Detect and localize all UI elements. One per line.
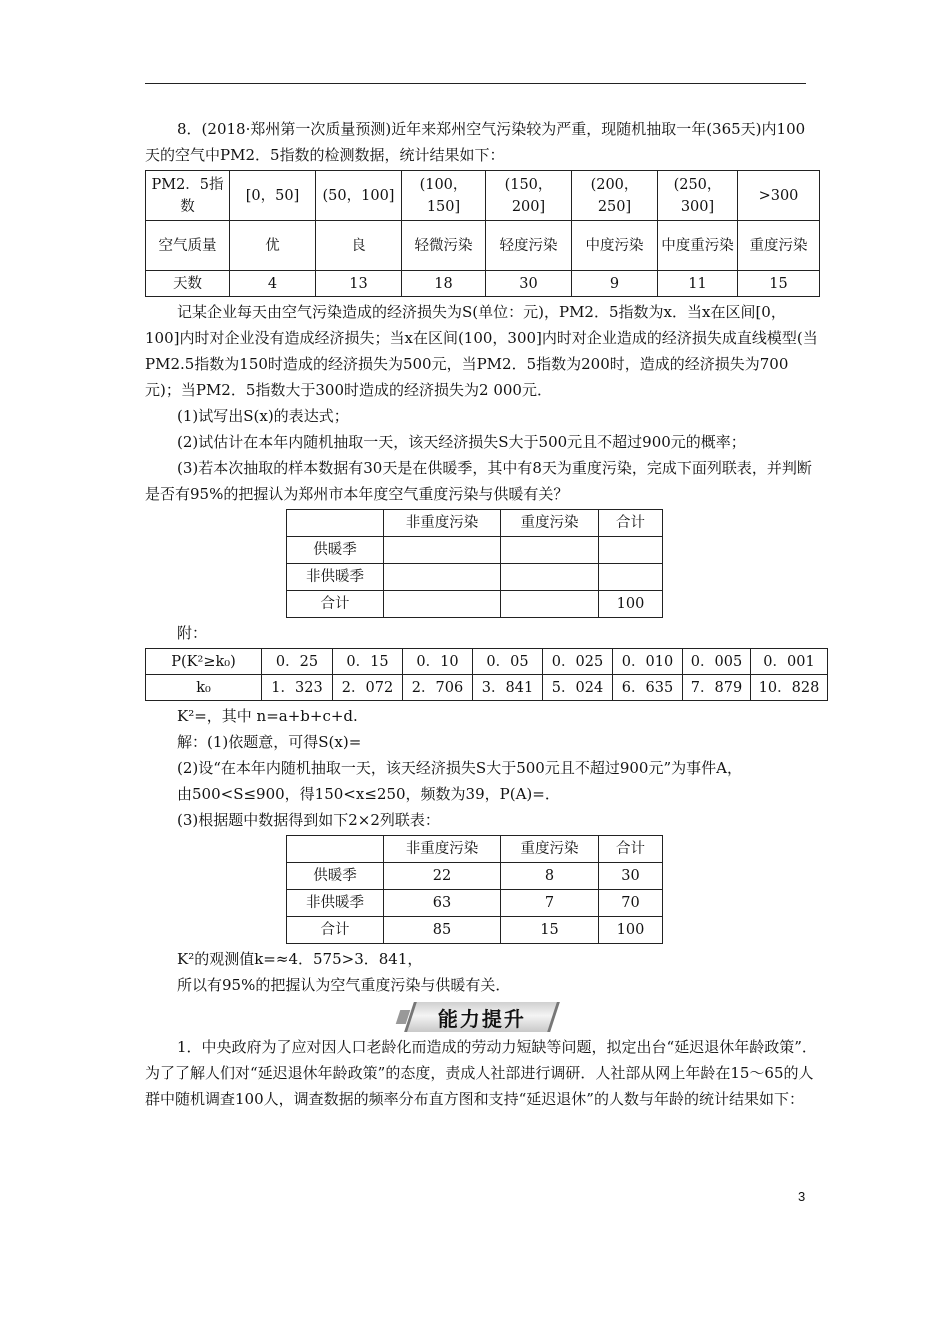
question-2: (2)试估计在本年内随机抽取一天，该天经济损失S大于500元且不超过900元的概率； <box>177 433 746 451</box>
table-cell: 轻度污染 <box>486 221 572 271</box>
table-cell: 0．15 <box>333 649 403 675</box>
k-observed-value: K²的观测值k=≈4．575>3．841， <box>177 950 423 968</box>
table-cell: 0．001 <box>751 649 828 675</box>
table-cell: 70 <box>599 890 663 917</box>
table-cell: [0，50] <box>230 171 316 221</box>
table-cell: 22 <box>384 863 501 890</box>
page-number: 3 <box>798 1189 806 1204</box>
table-cell: k₀ <box>146 675 262 701</box>
table-cell <box>384 564 501 591</box>
page-content <box>145 116 820 1112</box>
table-cell: P(K²≥k₀) <box>146 649 262 675</box>
table-cell: 1．323 <box>262 675 333 701</box>
appendix-label: 附： <box>177 624 208 642</box>
table-row <box>287 890 663 917</box>
table-cell: 重度污染 <box>501 836 599 863</box>
table-cell: 空气质量 <box>146 221 230 271</box>
header-rule <box>145 83 806 84</box>
table-cell: 轻微污染 <box>402 221 486 271</box>
table-row <box>146 675 828 701</box>
table-cell: 供暖季 <box>287 537 384 564</box>
table-row <box>146 649 828 675</box>
conclusion: 所以有95%的把握认为空气重度污染与供暖有关． <box>177 976 511 994</box>
table-cell: (250，300] <box>658 171 738 221</box>
contingency-table-blank <box>286 509 663 618</box>
banner-decoration-icon <box>396 1010 411 1024</box>
table-cell: 合计 <box>599 836 663 863</box>
table-cell: 13 <box>316 271 402 297</box>
table-cell: 0．10 <box>403 649 473 675</box>
table-cell: 15 <box>738 271 820 297</box>
table-cell: 30 <box>486 271 572 297</box>
table-cell <box>287 510 384 537</box>
table-cell: 合计 <box>287 591 384 618</box>
table-cell: 0．05 <box>473 649 543 675</box>
solution-part-1: 解：(1)依题意，可得S(x)= <box>177 733 362 751</box>
table-row <box>287 836 663 863</box>
table-cell <box>599 564 663 591</box>
table-cell: 3．841 <box>473 675 543 701</box>
table-row <box>146 271 820 297</box>
table-cell: 15 <box>501 917 599 944</box>
table-cell: PM2．5指数 <box>146 171 230 221</box>
table-row <box>287 917 663 944</box>
table-cell: 85 <box>384 917 501 944</box>
table-cell: 2．072 <box>333 675 403 701</box>
section-banner <box>145 1000 819 1034</box>
solution-part-2-a: (2)设“在本年内随机抽取一天，该天经济损失S大于500元且不超过900元”为事件A， <box>177 759 742 777</box>
table-cell: 0．025 <box>543 649 613 675</box>
table-cell: 8 <box>501 863 599 890</box>
question-3: (3)若本次抽取的样本数据有30天是在供暖季，其中有8天为重度污染，完成下面列联表，并判断是否有95%的把握认为郑州市本年度空气重度污染与供暖有关？ <box>145 459 812 503</box>
table-cell: 重度污染 <box>501 510 599 537</box>
critical-value-table <box>145 648 828 701</box>
table-cell: 中度污染 <box>572 221 658 271</box>
table-cell: 中度重污染 <box>658 221 738 271</box>
table-cell: 合计 <box>599 510 663 537</box>
table-row <box>146 221 820 271</box>
table-row <box>146 171 820 221</box>
table-row <box>287 510 663 537</box>
table-cell: 0．25 <box>262 649 333 675</box>
table-cell: (150，200] <box>486 171 572 221</box>
table-cell <box>501 591 599 618</box>
table-cell: 非供暖季 <box>287 890 384 917</box>
table-row <box>287 564 663 591</box>
table-cell: 非重度污染 <box>384 836 501 863</box>
table-cell: 非重度污染 <box>384 510 501 537</box>
table-cell: (200，250] <box>572 171 658 221</box>
table-cell: 7 <box>501 890 599 917</box>
table-cell: 6．635 <box>613 675 683 701</box>
banner-box <box>404 1002 560 1032</box>
table-cell: (100，150] <box>402 171 486 221</box>
table-cell <box>384 591 501 618</box>
problem-8-description: 记某企业每天由空气污染造成的经济损失为S(单位：元)，PM2．5指数为x．当x在区间[0，100]内时对企业没有造成经济损失；当x在区间(100，300]内时对企业造成的经济损失成直线模型(当PM2.5指数为150时造成的经济损失为500元，当PM2．5指数为200时，造成的经济损失为700元)；当PM2．5指数大于300时造成的经济损失为2 000元． <box>145 303 818 399</box>
banner-title: 能力提升 <box>438 1006 526 1031</box>
table-cell <box>599 537 663 564</box>
table-cell: 0．010 <box>613 649 683 675</box>
table-cell: 100 <box>599 591 663 618</box>
table-cell: 10．828 <box>751 675 828 701</box>
pm25-table <box>145 170 820 297</box>
table-cell <box>501 564 599 591</box>
table-cell: 优 <box>230 221 316 271</box>
table-cell: 18 <box>402 271 486 297</box>
table-cell: 非供暖季 <box>287 564 384 591</box>
table-cell: 30 <box>599 863 663 890</box>
table-row <box>287 591 663 618</box>
table-cell: 7．879 <box>683 675 751 701</box>
table-row <box>287 537 663 564</box>
table-cell: 天数 <box>146 271 230 297</box>
table-cell <box>501 537 599 564</box>
table-cell <box>384 537 501 564</box>
table-cell: 0．005 <box>683 649 751 675</box>
question-1: (1)试写出S(x)的表达式； <box>177 407 349 425</box>
table-cell: 良 <box>316 221 402 271</box>
formula-line: K²=，其中 n=a+b+c+d. <box>177 707 358 725</box>
table-cell: 5．024 <box>543 675 613 701</box>
table-cell: >300 <box>738 171 820 221</box>
table-cell: 供暖季 <box>287 863 384 890</box>
table-cell: 4 <box>230 271 316 297</box>
table-cell: 9 <box>572 271 658 297</box>
table-cell: (50，100] <box>316 171 402 221</box>
table-cell: 2．706 <box>403 675 473 701</box>
table-row <box>287 863 663 890</box>
solution-part-2-b: 由500<S≤900，得150<x≤250，频数为39，P(A)=． <box>177 785 560 803</box>
problem-8-intro: 8．(2018·郑州第一次质量预测)近年来郑州空气污染较为严重，现随机抽取一年(365天)内100天的空气中PM2．5指数的检测数据，统计结果如下： <box>145 120 806 164</box>
table-cell <box>287 836 384 863</box>
table-cell: 100 <box>599 917 663 944</box>
table-cell: 合计 <box>287 917 384 944</box>
contingency-table-filled <box>286 835 663 944</box>
table-cell: 11 <box>658 271 738 297</box>
problem-1-text: 1．中央政府为了应对因人口老龄化而造成的劳动力短缺等问题，拟定出台“延迟退休年龄政策”．为了了解人们对“延迟退休年龄政策”的态度，责成人社部进行调研．人社部从网上年龄在15～65的人群中随机调查100人，调查数据的频率分布直方图和支持“延迟退休”的人数与年龄的统计结果如下： <box>145 1038 817 1108</box>
table-cell: 63 <box>384 890 501 917</box>
solution-part-3: (3)根据题中数据得到如下2×2列联表： <box>177 811 440 829</box>
table-cell: 重度污染 <box>738 221 820 271</box>
